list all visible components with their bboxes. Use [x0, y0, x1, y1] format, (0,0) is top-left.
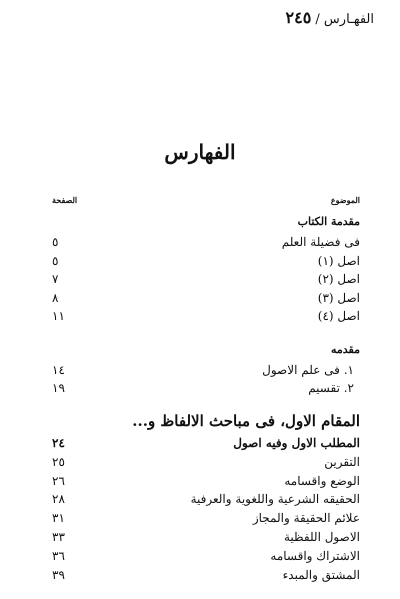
toc-entry-page: ١٩ [52, 381, 65, 395]
page-title: الفهارس [164, 140, 236, 164]
toc-entry [52, 568, 360, 584]
toc-entry-label: الاشتراك واقسامه [270, 549, 360, 563]
toc-entry-page: ٥ [52, 235, 59, 249]
toc-entry-label: اصل (٤) [317, 309, 360, 323]
toc-entry-label: اصل (٢) [317, 272, 360, 286]
toc-entry-page: ٢٥ [52, 455, 65, 469]
toc-entry-label: مقدمة الكتاب [297, 215, 360, 228]
toc-entry [52, 530, 360, 546]
toc-entry [52, 235, 360, 251]
toc-entry-page: ٣٣ [52, 530, 65, 544]
toc-entry [52, 272, 360, 288]
toc-entry-label: اصل (٣) [317, 291, 360, 305]
toc-entry-label: الحقيقه الشرعية واللغوية والعرفية [190, 492, 360, 506]
toc-entry-page: ٧ [52, 272, 59, 286]
toc-entry [52, 381, 360, 397]
running-head-page-number: ٢٤٥ [285, 8, 312, 27]
toc-section-heading [52, 215, 360, 231]
toc-entry [52, 455, 360, 471]
column-header-page: الصفحة [52, 195, 78, 205]
toc-entry-page: ٣١ [52, 511, 65, 525]
toc-entry-label: المشتق والمبدء [282, 568, 360, 582]
running-head [286, 8, 375, 27]
toc-entry-page: ٢٦ [52, 474, 65, 488]
toc-entry-label: علائم الحقيقة والمجاز [252, 511, 360, 525]
toc-entry [52, 436, 360, 452]
toc-entry [52, 363, 360, 379]
toc-entry-page: ٨ [52, 291, 59, 305]
toc-entry-label: ٢. تقسيم [308, 381, 354, 395]
toc-entry [52, 309, 360, 325]
toc-entry-label: اصل (١) [317, 254, 360, 268]
toc-section-heading [52, 343, 360, 359]
toc-entry-page: ١٤ [52, 363, 65, 377]
running-head-title: الفهـارس / [315, 12, 374, 27]
toc-entry [52, 291, 360, 307]
toc-entry [52, 254, 360, 270]
toc-entry-page: ٢٨ [52, 492, 65, 506]
toc-entry-page: ١١ [52, 309, 65, 323]
toc-entry-page: ٣٩ [52, 568, 65, 582]
toc-entry-label: المقام الاول، فى مباحث الالفاظ و... [132, 412, 360, 430]
toc-entry-label: التقرين [324, 455, 360, 469]
toc-chapter-heading [52, 412, 360, 432]
toc-entry [52, 474, 360, 490]
toc-entry-page: ٢٤ [52, 436, 65, 450]
toc-entry [52, 511, 360, 527]
toc-entry [52, 549, 360, 565]
toc-entry-page: ٥ [52, 254, 59, 268]
toc-entry-label: الاصول اللفظية [283, 530, 360, 544]
column-header-subject: الموضوع [330, 195, 360, 205]
toc-entry-label: المطلب الاول وفيه اصول [233, 436, 360, 450]
toc-entry-label: مقدمه [330, 343, 360, 356]
toc-entry-label: فى فضيلة العلم [281, 235, 360, 249]
toc-entry-page: ٣٦ [52, 549, 65, 563]
toc-entry [52, 492, 360, 508]
toc-entry-label: الوضع واقسامه [284, 474, 360, 488]
toc-entry-label: ١. فى علم الاصول [262, 363, 354, 377]
